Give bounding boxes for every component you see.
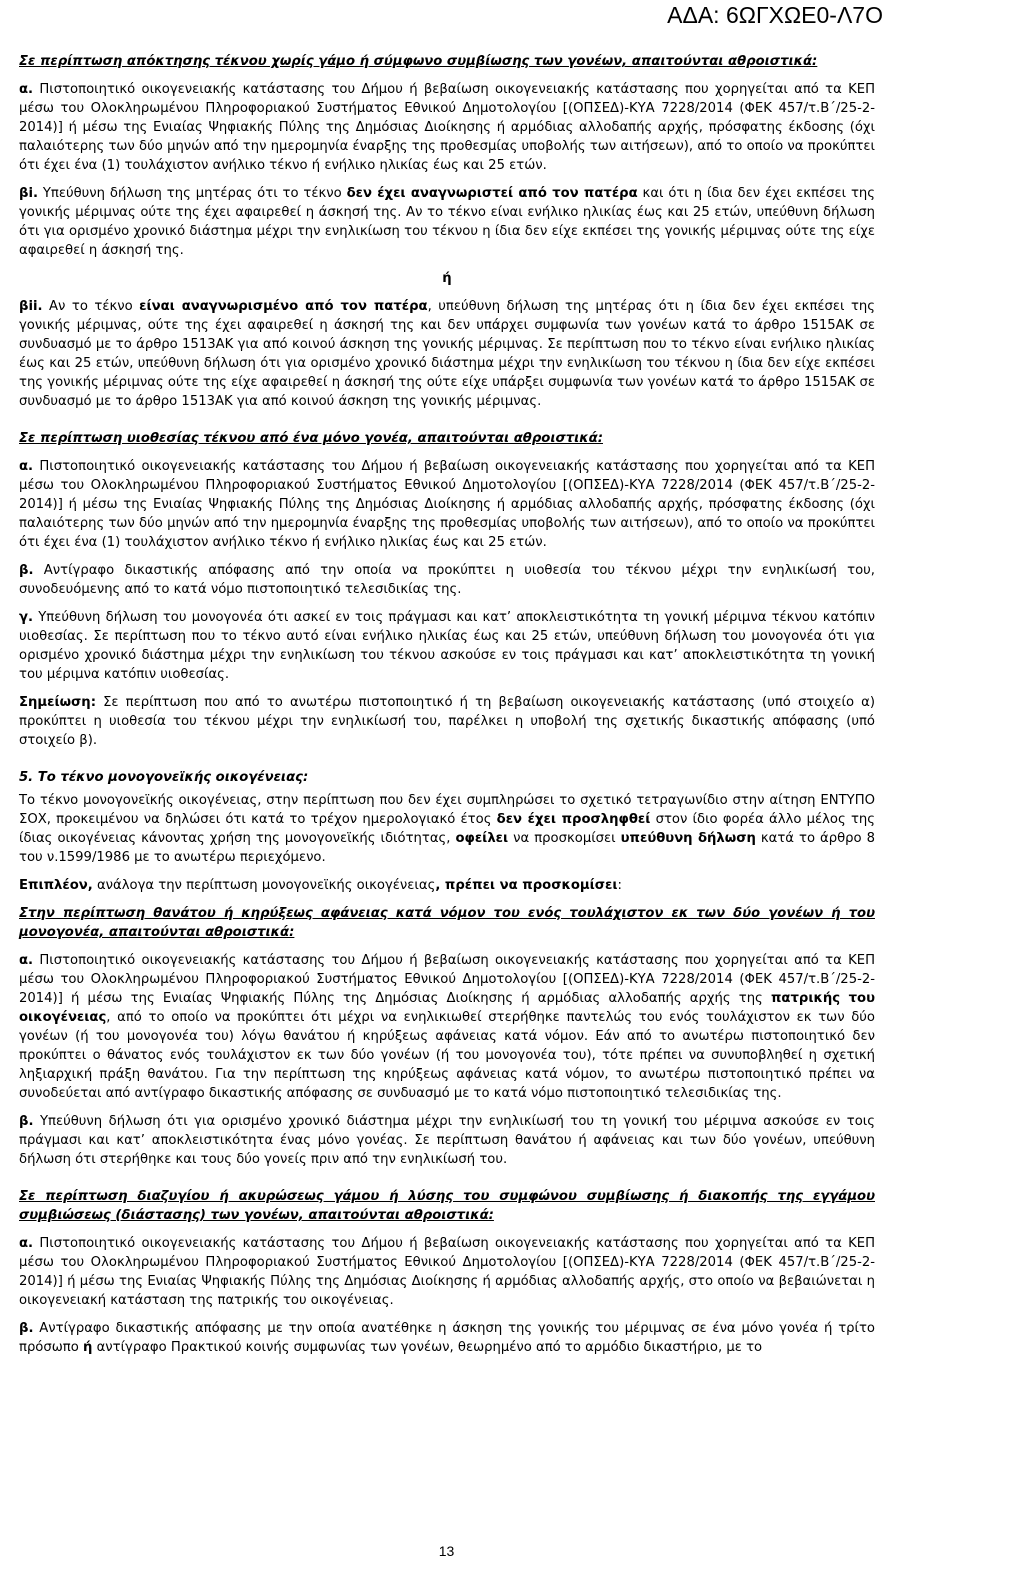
section-heading-death-or-absence: Στην περίπτωση θανάτου ή κηρύξεως αφάνειας κατά νόμον του ενός τουλάχιστον εκ των δύο γονέων ή του μονογονέα, απαιτούνται αθροιστικά: [19, 906, 875, 940]
paragraph-4b: β. Αντίγραφο δικαστικής απόφασης με την οποία ανατέθηκε η άσκηση της γονικής του μέριμνας σε ένα μόνο γονέα ή τρίτο πρόσωπο ή αντίγραφο Πρακτικού κοινής συμφωνίας των γονέων, θεωρημένο από το αρμόδιο δικαστήριο, με το [19, 1321, 875, 1355]
item-label: γ. [19, 610, 33, 625]
item-label: α. [19, 82, 34, 97]
item-label: βi. [19, 186, 38, 201]
or-separator: ή [442, 271, 452, 286]
paragraph-2c: γ. Υπεύθυνη δήλωση του μονογονέα ότι ασκεί εν τοις πράγμασι και κατ’ αποκλειστικότητα τη γονική μέριμνα τέκνου κατόπιν υιοθεσίας. Σε περίπτωση που το τέκνο αυτό είναι ενήλικο ηλικίας έως και 25 ετών, υπεύθυνη δήλωση του μονογονέα ότι για ορισμένο χρονικό διάστημα μέχρι την ενηλικίωση του τέκνου ασκούσε εν τοις πράγμασι και κατ’ αποκλειστικότητα τη γονική του μέριμνα κατόπιν υιοθεσίας. [19, 610, 875, 682]
item-label: β. [19, 1114, 34, 1129]
paragraph-2b: β. Αντίγραφο δικαστικής απόφασης από την οποία να προκύπτει η υιοθεσία του τέκνου μέχρι την ενηλικίωσή του, συνοδευόμενης από το κατά νόμο πιστοποιητικό τελεσιδικίας της. [19, 563, 875, 597]
ada-code: ΑΔΑ: 6ΩΓΧΩΕ0-Λ7Ο [667, 2, 883, 28]
paragraph-4a: α. Πιστοποιητικό οικογενειακής κατάστασης του Δήμου ή βεβαίωση οικογενειακής κατάστασης που χορηγείται από τα ΚΕΠ μέσω του Ολοκληρωμένου Πληροφοριακού Συστήματος Εθνικού Δημοτολογίου [(ΟΠΣΕΔ)-ΚΥΑ 7228/2014 (ΦΕΚ 457/τ.Β΄/25-2-2014)] ή μέσω της Ενιαίας Ψηφιακής Πύλης της Δημόσιας Διοίκησης ή αρμόδιας αλλοδαπής αρχής, στο οποίο να βεβαιώνεται η οικογενειακή κατάσταση της πατρικής του οικογένειας. [19, 1236, 875, 1308]
paragraph-1bi: βi. Υπεύθυνη δήλωση της μητέρας ότι το τέκνο δεν έχει αναγνωριστεί από τον πατέρα και ότι η ίδια δεν έχει εκπέσει της γονικής μέριμνας ούτε της έχει αφαιρεθεί η άσκησή της. Αν το τέκνο είναι ενήλικο ηλικίας έως και 25 ετών, υπεύθυνη δήλωση ότι για ορισμένο χρονικό διάστημα μέχρι την ενηλικίωση του τέκνου η ίδια δεν είχε εκπέσει της γονικής μέριμνας ούτε της είχε αφαιρεθεί η άσκησή της. [19, 186, 875, 258]
item-label: α. [19, 1236, 34, 1251]
document-body [19, 52, 875, 1366]
item-label: βii. [19, 299, 43, 314]
page-number: 13 [438, 1543, 455, 1559]
paragraph-3b: β. Υπεύθυνη δήλωση ότι για ορισμένο χρονικό διάστημα μέχρι την ενηλικίωσή του τη γονική του μέριμνα ασκούσε εν τοις πράγμασι και κατ’ αποκλειστικότητα ένας μόνο γονέας. Σε περίπτωση θανάτου ή αφάνειας και των δύο γονέων, υπεύθυνη δήλωση ότι στερήθηκε και τους δύο γονείς πριν από την ενηλικίωσή του. [19, 1114, 875, 1167]
item-label: α. [19, 459, 34, 474]
item-label: β. [19, 563, 34, 578]
paragraph-3a: α. Πιστοποιητικό οικογενειακής κατάστασης του Δήμου ή βεβαίωση οικογενειακής κατάστασης που χορηγείται από τα ΚΕΠ μέσω του Ολοκληρωμένου Πληροφοριακού Συστήματος Εθνικού Δημοτολογίου [(ΟΠΣΕΔ)-ΚΥΑ 7228/2014 (ΦΕΚ 457/τ.Β΄/25-2-2014)] ή μέσω της Ενιαίας Ψηφιακής Πύλης της Δημόσιας Διοίκησης ή αρμόδιας αλλοδαπής αρχής της πατρικής του οικογένειας, από το οποίο να προκύπτει ότι μέχρι να ενηλικιωθεί στερήθηκε παντελώς του ενός τουλάχιστον εκ των δύο γονέων (ή του μονογονέα του) λόγω θανάτου ή κηρύξεως αφάνειας κατά νόμον. Εάν από το ανωτέρω πιστοποιητικό δεν προκύπτει ο θάνατος ενός τουλάχιστον εκ των δύο γονέων (ή του μονογονέα του), τότε πρέπει να συνυποβληθεί η σχετική ληξιαρχική πράξη θανάτου. Για την περίπτωση της κηρύξεως αφάνειας κατά νόμον, το ανωτέρω πιστοποιητικό πρέπει να συνοδεύεται από αντίγραφο δικαστικής απόφασης σε συνδυασμό με το κατά νόμο πιστοποιητικό τελεσιδικίας της. [19, 953, 875, 1101]
paragraph-1a: α. Πιστοποιητικό οικογενειακής κατάστασης του Δήμου ή βεβαίωση οικογενειακής κατάστασης που χορηγείται από τα ΚΕΠ μέσω του Ολοκληρωμένου Πληροφοριακού Συστήματος Εθνικού Δημοτολογίου [(ΟΠΣΕΔ)-ΚΥΑ 7228/2014 (ΦΕΚ 457/τ.Β΄/25-2-2014)] ή μέσω της Ενιαίας Ψηφιακής Πύλης της Δημόσιας Διοίκησης ή αρμόδιας αλλοδαπής αρχής, πρόσφατης έκδοσης (όχι παλαιότερης των δύο μηνών από την ημερομηνία έναρξης της προθεσμίας υποβολής των αιτήσεων), από το οποίο να προκύπτει ότι έχει ένα (1) τουλάχιστον ανήλικο τέκνο ή ενήλικο ηλικίας έως και 25 ετών. [19, 82, 875, 173]
paragraph-1bii: βii. Αν το τέκνο είναι αναγνωρισμένο από τον πατέρα, υπεύθυνη δήλωση της μητέρας ότι η ίδια δεν έχει εκπέσει της γονικής μέριμνας, ούτε της έχει αφαιρεθεί η άσκησή της και δεν υπάρχει συμφωνία των γονέων κατά το άρθρο 1515ΑΚ σε συνδυασμό με το άρθρο 1513ΑΚ για από κοινού άσκηση της γονικής μέριμνας. Σε περίπτωση που το τέκνο είναι ενήλικο ηλικίας έως και 25 ετών, υπεύθυνη δήλωση ότι για ορισμένο χρονικό διάστημα μέχρι την ενηλικίωση του τέκνου η ίδια δεν είχε εκπέσει της γονικής μέριμνας ούτε της είχε αφαιρεθεί η άσκησή της ούτε είχε υπάρξει συμφωνία των γονέων κατά το άρθρο 1515ΑΚ σε συνδυασμό με το άρθρο 1513ΑΚ για από κοινού άσκηση της γονικής μέριμνας. [19, 299, 875, 409]
paragraph-2a: α. Πιστοποιητικό οικογενειακής κατάστασης του Δήμου ή βεβαίωση οικογενειακής κατάστασης που χορηγείται από τα ΚΕΠ μέσω του Ολοκληρωμένου Πληροφοριακού Συστήματος Εθνικού Δημοτολογίου [(ΟΠΣΕΔ)-ΚΥΑ 7228/2014 (ΦΕΚ 457/τ.Β΄/25-2-2014)] ή μέσω της Ενιαίας Ψηφιακής Πύλης της Δημόσιας Διοίκησης ή αρμόδιας αλλοδαπής αρχής, πρόσφατης έκδοσης (όχι παλαιότερης των δύο μηνών από την ημερομηνία έναρξης της προθεσμίας υποβολής των αιτήσεων), από το οποίο να προκύπτει ότι έχει ένα (1) τουλάχιστον ανήλικο τέκνο ή ενήλικο ηλικίας έως και 25 ετών. [19, 459, 875, 550]
section-5-heading: 5. Το τέκνο μονογονεϊκής οικογένειας: [19, 770, 309, 785]
item-label: α. [19, 953, 34, 968]
section-heading-adoption: Σε περίπτωση υιοθεσίας τέκνου από ένα μόνο γονέα, απαιτούνται αθροιστικά: [19, 431, 603, 446]
paragraph-5-2: Επιπλέον, ανάλογα την περίπτωση μονογονεϊκής οικογένειας, πρέπει να προσκομίσει: [19, 878, 622, 893]
item-label: β. [19, 1321, 34, 1336]
paragraph-5-1: Το τέκνο μονογονεϊκής οικογένειας, στην περίπτωση που δεν έχει συμπληρώσει το σχετικό τετραγωνίδιο στην αίτηση ΕΝΤΥΠΟ ΣΟΧ, προκειμένου να δηλώσει ότι κατά το τρέχον ημερολογιακό έτος δεν έχει προσληφθεί στον ίδιο φορέα άλλο μέλος της ίδιας οικογένειας κάνοντας χρήση της μονογονεϊκής ιδιότητας, οφείλει να προσκομίσει υπεύθυνη δήλωση κατά το άρθρο 8 του ν.1599/1986 με το ανωτέρω περιεχόμενο. [19, 793, 876, 865]
section-heading-birth-without-marriage: Σε περίπτωση απόκτησης τέκνου χωρίς γάμο ή σύμφωνο συμβίωσης των γονέων, απαιτούνται αθροιστικά: [19, 54, 818, 69]
note-paragraph: Σημείωση: Σε περίπτωση που από το ανωτέρω πιστοποιητικό ή τη βεβαίωση οικογενειακής κατάστασης (υπό στοιχείο α) προκύπτει η υιοθεσία του τέκνου μέχρι την ενηλικίωσή του, παρέλκει η υποβολή της σχετικής δικαστικής απόφασης (υπό στοιχείο β). [19, 695, 875, 748]
section-heading-divorce: Σε περίπτωση διαζυγίου ή ακυρώσεως γάμου ή λύσης του συμφώνου συμβίωσης ή διακοπής της εγγάμου συμβιώσεως (διάστασης) των γονέων, απαιτούνται αθροιστικά: [19, 1189, 875, 1223]
note-label: Σημείωση: [19, 695, 96, 710]
